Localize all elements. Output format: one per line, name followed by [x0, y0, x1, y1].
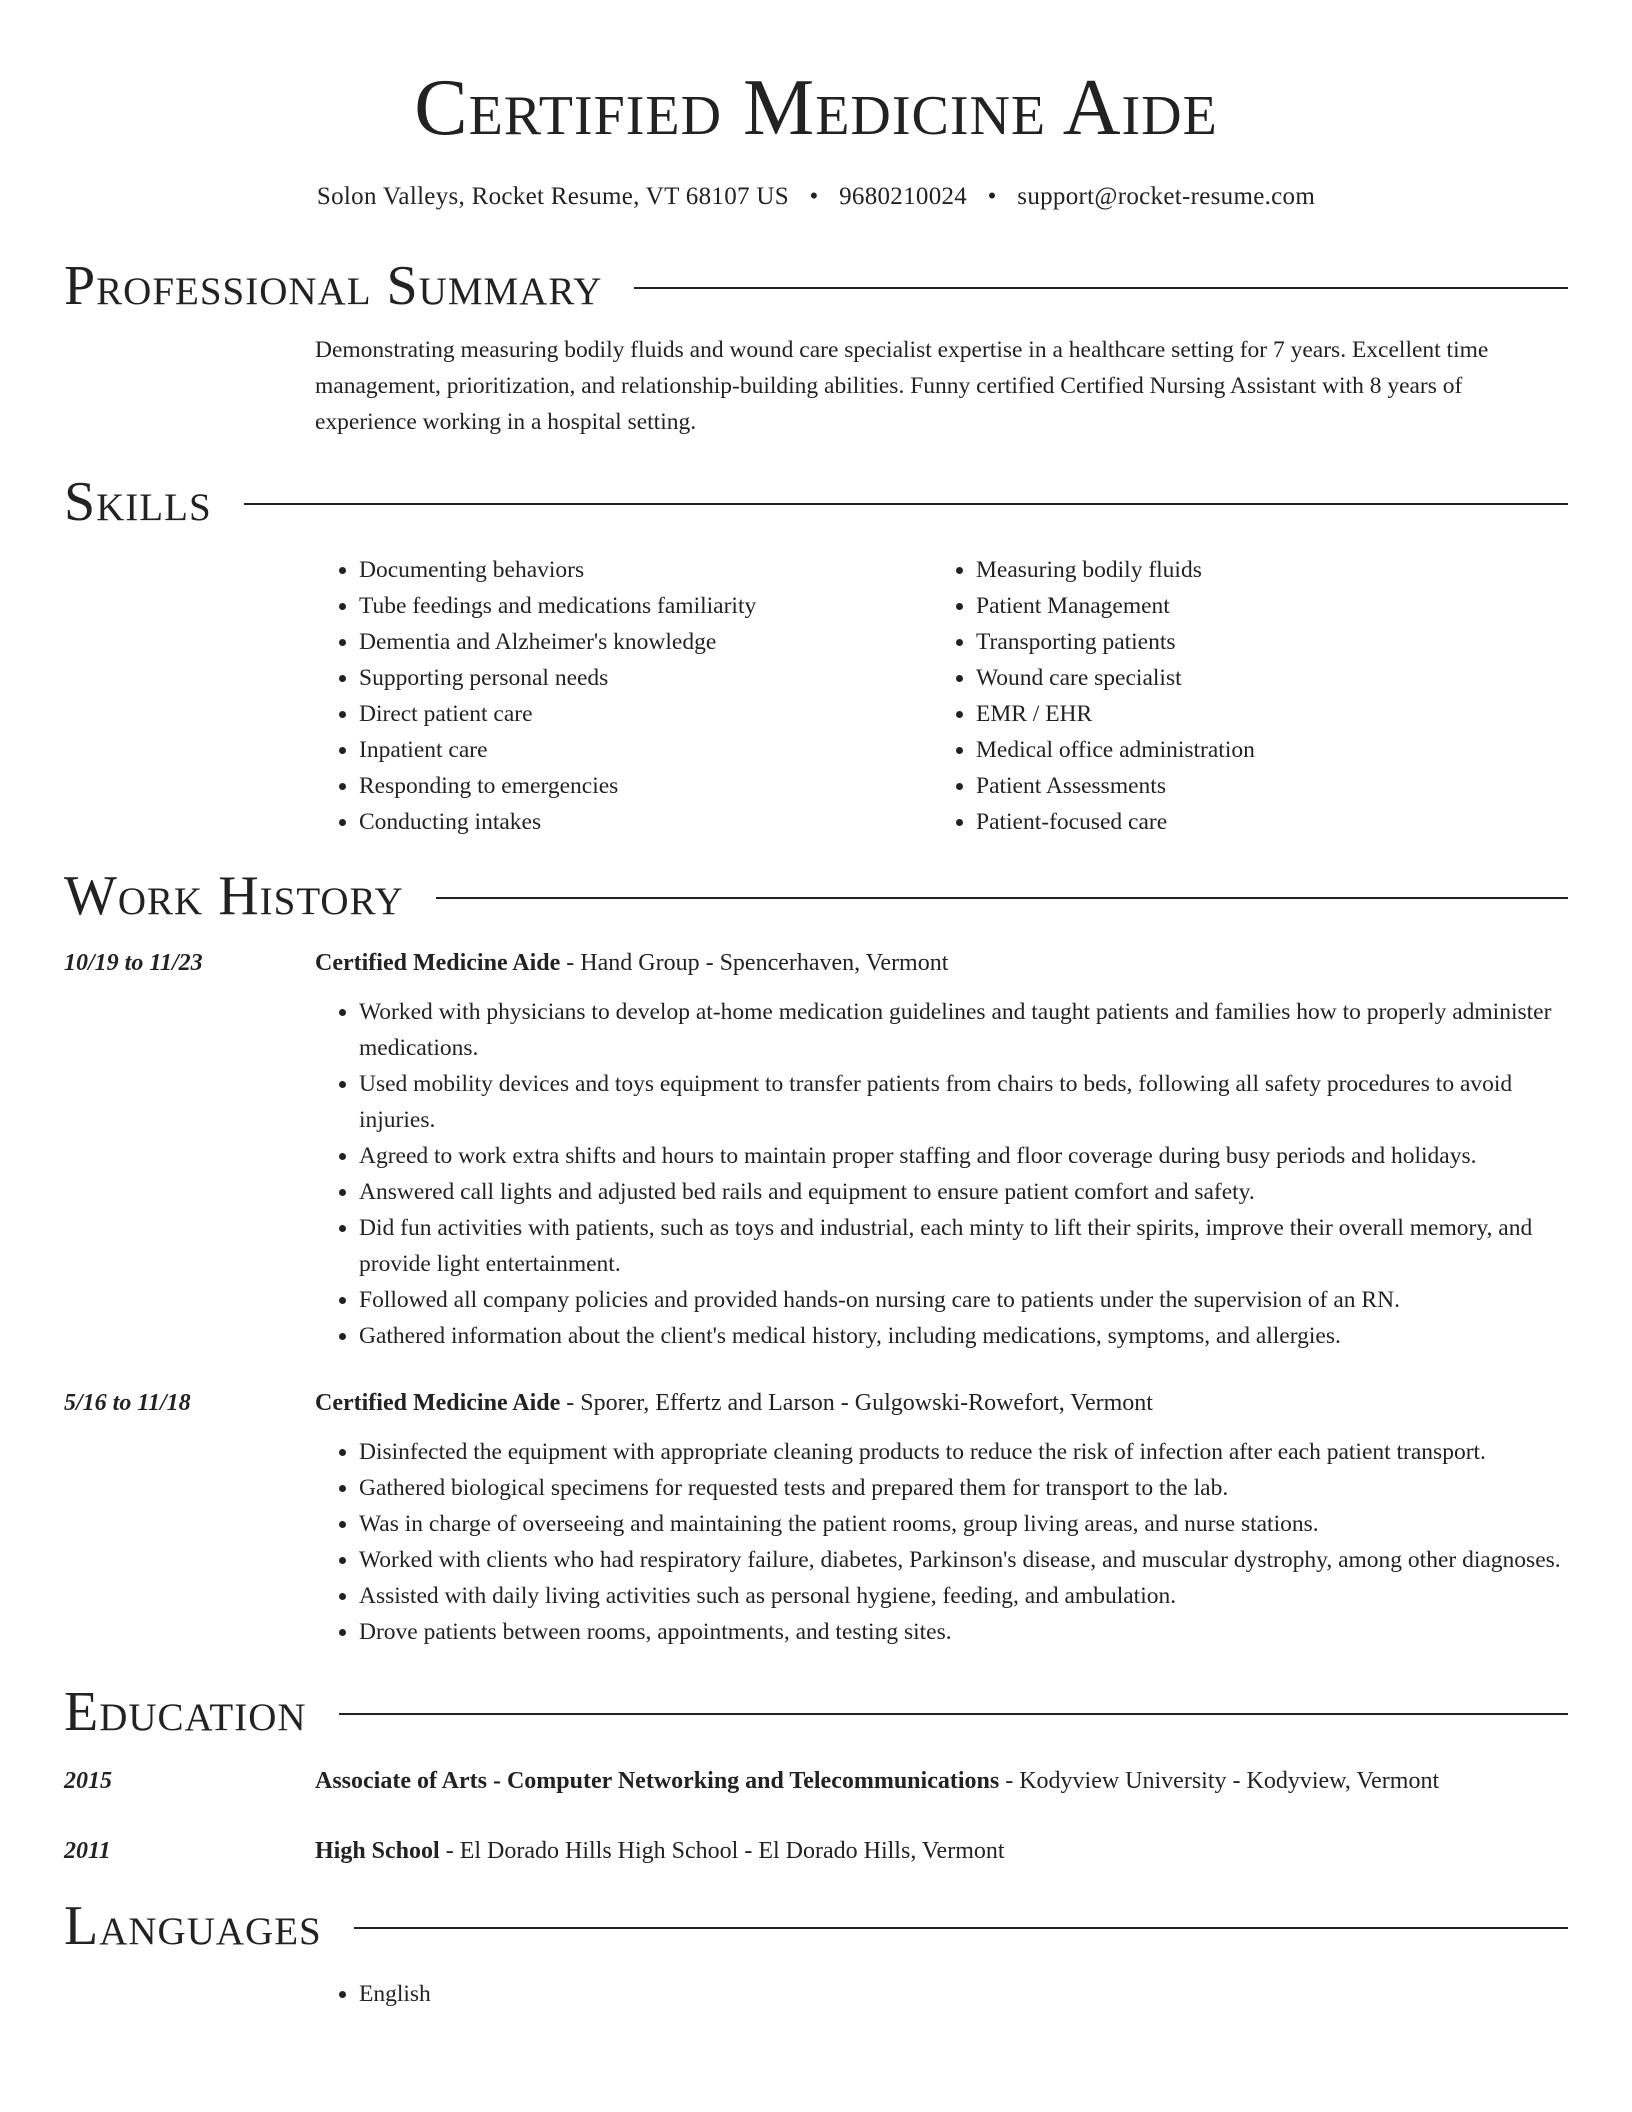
education-school: - El Dorado Hills High School - El Dorado Hills, Vermont	[439, 1838, 1005, 1864]
skills-list	[315, 552, 1568, 840]
education-entry	[64, 1832, 1568, 1870]
contact-email[interactable]: support@rocket-resume.com	[1017, 183, 1316, 210]
section-divider	[339, 1713, 1568, 1715]
job-bullet: • Was in charge of overseeing and maintaining the patient rooms, group living areas, and nurse stations.	[359, 1506, 1568, 1542]
contact-address: Solon Valleys, Rocket Resume, VT 68107 US	[316, 183, 789, 210]
education-year: 2015	[64, 1768, 112, 1794]
skill-item: • Direct patient care	[359, 696, 932, 732]
contact-phone: 9680210024	[839, 183, 968, 210]
job-bullet: • Did fun activities with patients, such as toys and industrial, each minty to lift their spirits, improve their overall memory, and provide light entertainment.	[359, 1210, 1568, 1282]
skill-item: • Tube feedings and medications familiarity	[359, 588, 932, 624]
section-divider	[244, 503, 1568, 505]
section-divider	[634, 287, 1568, 289]
job-employer: - Sporer, Effertz and Larson - Gulgowski-Rowefort, Vermont	[560, 1390, 1153, 1416]
skill-item: • Conducting intakes	[359, 804, 932, 840]
language-item: • English	[359, 1976, 1568, 2012]
skill-item: • Patient Management	[976, 588, 1549, 624]
contact-line	[64, 180, 1568, 214]
job-bullet: • Drove patients between rooms, appointments, and testing sites.	[359, 1614, 1568, 1650]
candidate-name: Certified Medicine Aide	[414, 64, 1218, 152]
job-entry	[64, 944, 1568, 1354]
job-bullet: • Worked with physicians to develop at-home medication guidelines and taught patients and families how to properly administer medications.	[359, 994, 1568, 1066]
section-divider	[436, 897, 1568, 899]
summary-text: Demonstrating measuring bodily fluids and wound care specialist expertise in a healthcare setting for 7 years. Excellent time management, prioritization, and relationship-building abilities. Funny certified Certified Nursing Assistant with 8 years of experience working in a hospital setting.	[315, 337, 1489, 435]
education-degree: High School	[315, 1838, 440, 1864]
languages-heading: Languages	[64, 1895, 322, 1957]
resume-page	[64, 0, 1568, 2012]
section-divider	[354, 1927, 1568, 1929]
education-heading: Education	[64, 1681, 307, 1743]
skills-column-left	[315, 552, 932, 840]
job-bullet: • Gathered biological specimens for requested tests and prepared them for transport to the lab.	[359, 1470, 1568, 1506]
skills-column-right	[932, 552, 1549, 840]
skill-item: • Wound care specialist	[976, 660, 1549, 696]
skill-item: • Inpatient care	[359, 732, 932, 768]
job-bullet: • Gathered information about the client's medical history, including medications, symptoms, and allergies.	[359, 1318, 1568, 1354]
job-body	[315, 1384, 1568, 1650]
skill-item: • Responding to emergencies	[359, 768, 932, 804]
summary-section-header	[64, 252, 1568, 320]
skill-item: • Transporting patients	[976, 624, 1549, 660]
languages-items	[315, 1976, 1568, 2012]
job-entry	[64, 1384, 1568, 1650]
skill-item: • Documenting behaviors	[359, 552, 932, 588]
education-entry	[64, 1762, 1568, 1800]
job-dates: 5/16 to 11/18	[64, 1390, 191, 1416]
skills-section-header	[64, 468, 1568, 536]
skills-heading: Skills	[64, 471, 212, 533]
job-header	[315, 1384, 1568, 1422]
skill-item: • EMR / EHR	[976, 696, 1549, 732]
job-bullet: • Agreed to work extra shifts and hours to maintain proper staffing and floor coverage during busy periods and holidays.	[359, 1138, 1568, 1174]
job-employer: - Hand Group - Spencerhaven, Vermont	[560, 950, 949, 976]
job-bullet: • Used mobility devices and toys equipment to transfer patients from chairs to beds, following all safety procedures to avoid injuries.	[359, 1066, 1568, 1138]
skill-item: • Patient Assessments	[976, 768, 1549, 804]
job-bullets	[315, 1434, 1568, 1650]
languages-section-header	[64, 1892, 1568, 1960]
work-section-header	[64, 862, 1568, 930]
summary-heading: Professional Summary	[64, 255, 603, 317]
job-bullet: • Answered call lights and adjusted bed rails and equipment to ensure patient comfort and safety.	[359, 1174, 1568, 1210]
education-school: - Kodyview University - Kodyview, Vermont	[999, 1768, 1440, 1794]
job-header	[315, 944, 1568, 982]
skill-item: • Supporting personal needs	[359, 660, 932, 696]
job-bullet: • Disinfected the equipment with appropriate cleaning products to reduce the risk of infection after each patient transport.	[359, 1434, 1568, 1470]
job-title: Certified Medicine Aide	[315, 950, 561, 976]
education-degree: Associate of Arts - Computer Networking and Telecommunications	[315, 1768, 1000, 1794]
education-year: 2011	[64, 1838, 111, 1864]
skill-item: • Patient-focused care	[976, 804, 1549, 840]
contact-separator: •	[987, 183, 997, 210]
education-body	[315, 1762, 1568, 1800]
job-bullets	[315, 994, 1568, 1354]
education-section-header	[64, 1678, 1568, 1746]
skill-item: • Dementia and Alzheimer's knowledge	[359, 624, 932, 660]
job-bullet: • Assisted with daily living activities such as personal hygiene, feeding, and ambulation.	[359, 1578, 1568, 1614]
skill-item: • Measuring bodily fluids	[976, 552, 1549, 588]
education-body	[315, 1832, 1568, 1870]
work-heading: Work History	[64, 865, 404, 927]
job-bullet: • Worked with clients who had respiratory failure, diabetes, Parkinson's disease, and muscular dystrophy, among other diagnoses.	[359, 1542, 1568, 1578]
job-title: Certified Medicine Aide	[315, 1390, 561, 1416]
job-dates: 10/19 to 11/23	[64, 950, 203, 976]
skill-item: • Medical office administration	[976, 732, 1549, 768]
job-body	[315, 944, 1568, 1354]
job-bullet: • Followed all company policies and provided hands-on nursing care to patients under the supervision of an RN.	[359, 1282, 1568, 1318]
languages-list	[315, 1976, 1568, 2012]
contact-separator: •	[809, 183, 819, 210]
